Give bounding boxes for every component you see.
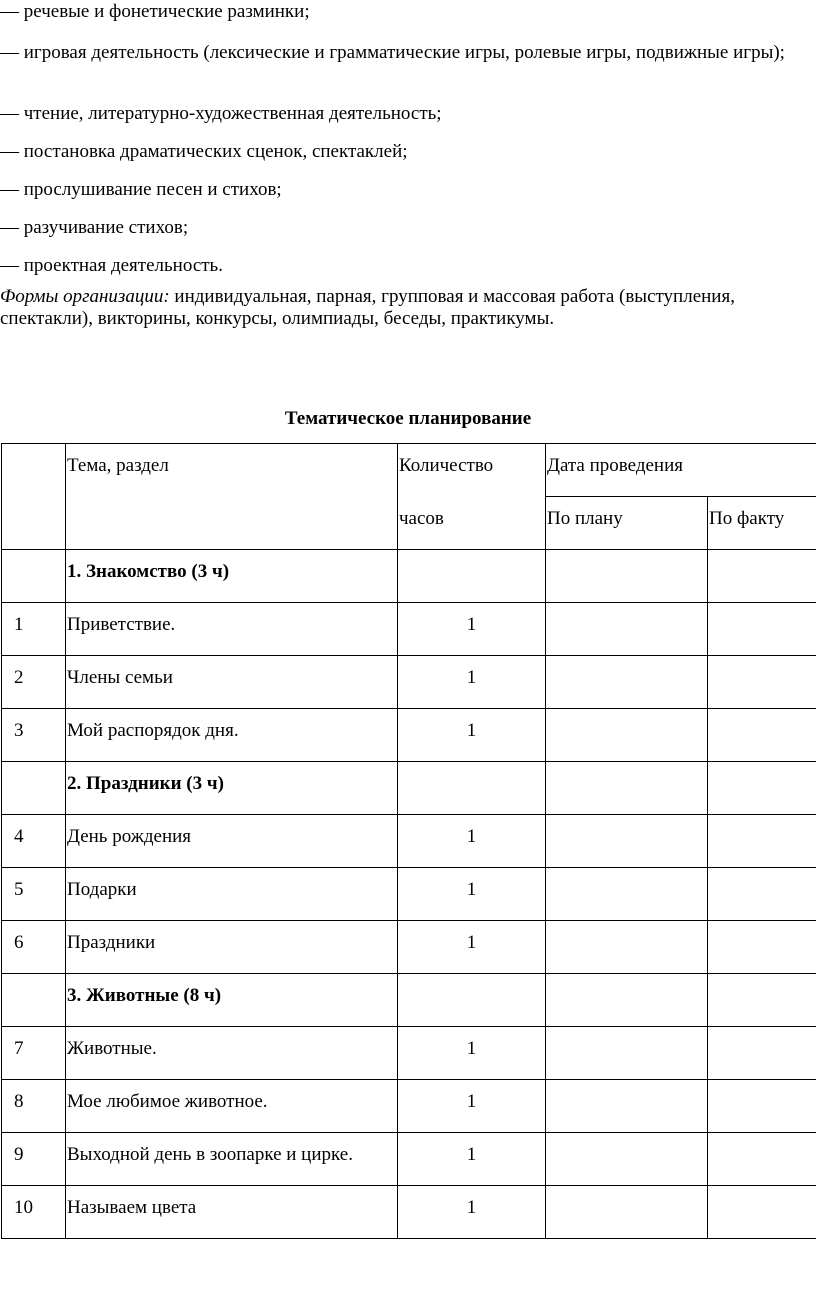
organization-forms-label: Формы организации: [0, 286, 170, 307]
table-row [2, 709, 816, 762]
row-number: 10 [14, 1197, 33, 1218]
empty-cell [2, 550, 66, 603]
section-row [2, 550, 816, 603]
row-number-cell [2, 868, 66, 921]
row-hours-cell [398, 1027, 546, 1080]
row-fact-cell [708, 1186, 816, 1239]
section-row [2, 974, 816, 1027]
row-topic-cell [66, 1080, 398, 1133]
empty-cell [398, 974, 546, 1027]
row-number: 5 [14, 879, 24, 900]
list-item: — речевые и фонетические разминки; [0, 1, 310, 22]
empty-cell [398, 550, 546, 603]
row-plan-cell [546, 868, 708, 921]
row-plan-cell [546, 709, 708, 762]
row-number-cell [2, 1186, 66, 1239]
row-fact-cell [708, 1027, 816, 1080]
row-plan-cell [546, 1080, 708, 1133]
row-plan-cell [546, 603, 708, 656]
empty-cell [708, 762, 816, 815]
table-row [2, 656, 816, 709]
list-item: — проектная деятельность. [0, 255, 223, 276]
row-hours-cell [398, 1080, 546, 1133]
row-hours: 1 [466, 826, 477, 847]
row-number-cell [2, 921, 66, 974]
row-number: 9 [14, 1144, 24, 1165]
empty-cell [398, 762, 546, 815]
row-hours-cell [398, 921, 546, 974]
thematic-planning-table [1, 443, 816, 1239]
section-title: 3. Животные (8 ч) [67, 985, 222, 1006]
empty-cell [2, 974, 66, 1027]
row-hours: 1 [466, 932, 477, 953]
table-row [2, 815, 816, 868]
table-row [2, 1027, 816, 1080]
row-topic: Приветствие. [67, 614, 176, 635]
row-hours: 1 [466, 667, 477, 688]
row-hours: 1 [466, 614, 477, 635]
row-number-cell [2, 656, 66, 709]
row-hours-cell [398, 1133, 546, 1186]
table-row [2, 921, 816, 974]
row-hours-cell [398, 868, 546, 921]
header-hours-bottom: часов [399, 507, 444, 529]
row-number-cell [2, 709, 66, 762]
row-number: 4 [14, 826, 24, 847]
row-hours: 1 [466, 1197, 477, 1218]
row-fact-cell [708, 815, 816, 868]
row-hours: 1 [466, 1038, 477, 1059]
list-item: — игровая деятельность (лексические и грамматические игры, ролевые игры, подвижные игры); [0, 42, 785, 63]
empty-cell [546, 550, 708, 603]
header-hours-top: Количество [399, 455, 494, 476]
row-hours: 1 [466, 1091, 477, 1112]
row-topic-cell [66, 603, 398, 656]
row-plan-cell [546, 1133, 708, 1186]
section-row [2, 762, 816, 815]
header-number-cell [2, 444, 66, 497]
section-title-cell [66, 974, 398, 1027]
row-topic: Называем цвета [67, 1197, 197, 1218]
row-topic: Выходной день в зоопарке и цирке. [67, 1144, 353, 1165]
row-hours: 1 [466, 879, 477, 900]
section-title: 2. Праздники (3 ч) [67, 773, 224, 794]
header-topic-cell [66, 444, 398, 497]
empty-cell [708, 550, 816, 603]
subheader-number-cell [2, 497, 66, 550]
list-item: — разучивание стихов; [0, 217, 189, 238]
row-topic-cell [66, 868, 398, 921]
row-fact-cell [708, 656, 816, 709]
row-fact-cell [708, 921, 816, 974]
row-number: 7 [14, 1038, 24, 1059]
list-item: — постановка драматических сценок, спектаклей; [0, 141, 408, 162]
row-topic: Мой распорядок дня. [67, 720, 239, 741]
row-fact-cell [708, 709, 816, 762]
row-hours-cell [398, 603, 546, 656]
row-topic-cell [66, 1133, 398, 1186]
row-number-cell [2, 1027, 66, 1080]
table-title: Тематическое планирование [284, 408, 532, 429]
row-plan-cell [546, 1027, 708, 1080]
row-hours-cell [398, 709, 546, 762]
row-fact-cell [708, 868, 816, 921]
row-number: 8 [14, 1091, 24, 1112]
section-title: 1. Знакомство (3 ч) [67, 561, 230, 582]
table-row [2, 868, 816, 921]
row-number: 1 [14, 614, 24, 635]
row-topic: Подарки [67, 879, 137, 900]
row-number: 6 [14, 932, 24, 953]
subheader-plan-cell [546, 497, 708, 550]
row-hours: 1 [466, 1144, 477, 1165]
section-title-cell [66, 550, 398, 603]
subheader-fact-cell [708, 497, 816, 550]
row-topic: Животные. [67, 1038, 157, 1059]
row-number-cell [2, 815, 66, 868]
row-topic-cell [66, 709, 398, 762]
list-item: — чтение, литературно-художественная деятельность; [0, 103, 442, 124]
header-plan: По плану [547, 508, 623, 529]
row-plan-cell [546, 656, 708, 709]
empty-cell [546, 762, 708, 815]
row-number-cell [2, 1133, 66, 1186]
row-topic-cell [66, 1186, 398, 1239]
organization-forms [0, 286, 816, 330]
empty-cell [546, 974, 708, 1027]
row-number: 2 [14, 667, 24, 688]
empty-cell [2, 762, 66, 815]
subheader-hours-cell [398, 497, 546, 550]
row-hours-cell [398, 1186, 546, 1239]
list-item: — прослушивание песен и стихов; [0, 179, 282, 200]
row-plan-cell [546, 921, 708, 974]
row-topic-cell [66, 921, 398, 974]
row-hours-cell [398, 656, 546, 709]
row-plan-cell [546, 1186, 708, 1239]
row-topic-cell [66, 656, 398, 709]
table-row [2, 1080, 816, 1133]
row-topic: Праздники [67, 932, 156, 953]
row-topic-cell [66, 815, 398, 868]
table-row [2, 603, 816, 656]
table-header-row [2, 444, 816, 497]
row-hours-cell [398, 815, 546, 868]
row-plan-cell [546, 815, 708, 868]
header-topic: Тема, раздел [67, 455, 169, 476]
table-row [2, 1133, 816, 1186]
row-topic-cell [66, 1027, 398, 1080]
header-date: Дата проведения [547, 455, 684, 476]
section-title-cell [66, 762, 398, 815]
row-fact-cell [708, 603, 816, 656]
table-row [2, 1186, 816, 1239]
empty-cell [708, 974, 816, 1027]
row-number-cell [2, 603, 66, 656]
row-fact-cell [708, 1080, 816, 1133]
organization-forms-text: индивидуальная, парная, групповая и массовая работа (выступления, спектакли), викторины, конкурсы, олимпиады, беседы, практикумы. [0, 286, 735, 329]
table-subheader-row [2, 497, 816, 550]
row-topic: День рождения [67, 826, 192, 847]
row-fact-cell [708, 1133, 816, 1186]
row-hours: 1 [466, 720, 477, 741]
header-fact: По факту [709, 508, 785, 529]
row-number-cell [2, 1080, 66, 1133]
row-topic: Члены семьи [67, 667, 173, 688]
header-date-cell [546, 444, 816, 497]
row-number: 3 [14, 720, 24, 741]
subheader-topic-cell [66, 497, 398, 550]
row-topic: Мое любимое животное. [67, 1091, 268, 1112]
header-hours-cell [398, 444, 546, 497]
